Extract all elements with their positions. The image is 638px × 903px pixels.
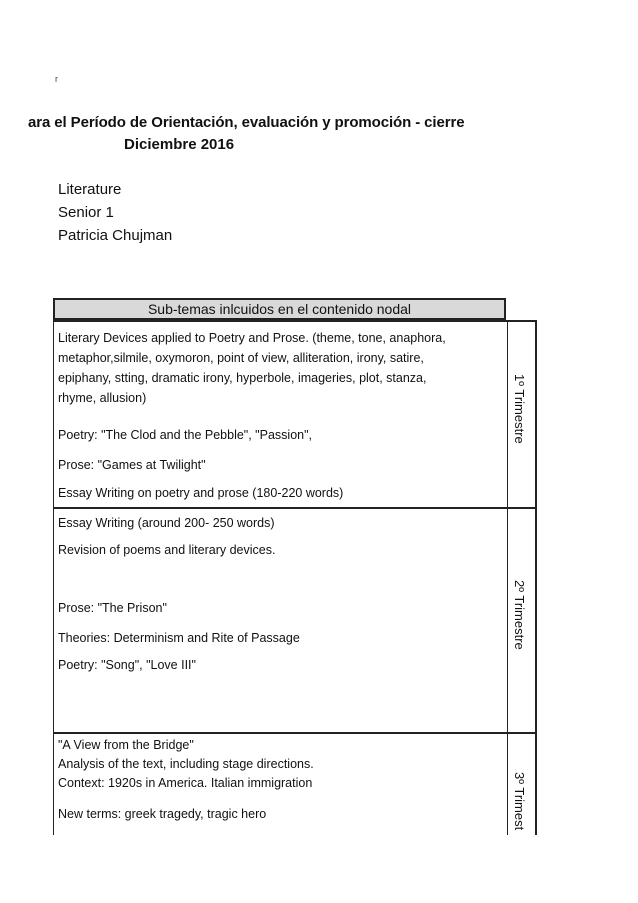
row-1-line: Essay Writing on poetry and prose (180-220 words) (58, 486, 344, 500)
table-header: Sub-temas inlcuidos en el contenido nodal (53, 298, 506, 320)
row-divider-2 (53, 732, 537, 734)
row-3-line: Context: 1920s in America. Italian immigration (58, 776, 313, 790)
row-1-line: Poetry: "The Clod and the Pebble", "Passion", (58, 428, 313, 442)
row-3-line: New terms: greek tragedy, tragic hero (58, 807, 267, 821)
row-divider-1 (53, 507, 537, 509)
document-title: ara el Período de Orientación, evaluación y promoción - cierre (28, 114, 465, 131)
row-2-line: Theories: Determinism and Rite of Passage (58, 631, 300, 645)
row-3-line: Analysis of the text, including stage directions. (58, 757, 314, 771)
row-1-line: Prose: "Games at Twilight" (58, 458, 206, 472)
row-2-line: Poetry: "Song", "Love III" (58, 658, 196, 672)
row-2-line: Prose: "The Prison" (58, 601, 167, 615)
term-label: 1º Trimestre (512, 374, 527, 444)
term-label: 2º Trimestre (512, 580, 527, 650)
course-label: Senior 1 (58, 204, 114, 221)
row-1-line: rhyme, allusion) (58, 391, 147, 405)
table-left-border (53, 320, 54, 835)
row-1-line: metaphor,silmile, oxymoron, point of view, alliteration, irony, satire, (58, 351, 424, 365)
document-date: Diciembre 2016 (124, 136, 235, 153)
row-2-line: Essay Writing (around 200- 250 words) (58, 516, 275, 530)
row-1-line: epiphany, stting, dramatic irony, hyperbole, imageries, plot, stanza, (58, 371, 427, 385)
row-2-line: Revision of poems and literary devices. (58, 543, 276, 557)
teacher-label: Patricia Chujman (58, 227, 173, 244)
corner-mark: r (55, 74, 58, 84)
row-3-line: "A View from the Bridge" (58, 738, 194, 752)
table-mid-border (507, 320, 508, 835)
table-right-border (535, 320, 537, 835)
term-label: 3º Trimest (512, 772, 527, 831)
row-1-line: Literary Devices applied to Poetry and Prose. (theme, tone, anaphora, (58, 331, 446, 345)
table-border-top (53, 320, 537, 322)
subject-label: Literature (58, 181, 122, 198)
